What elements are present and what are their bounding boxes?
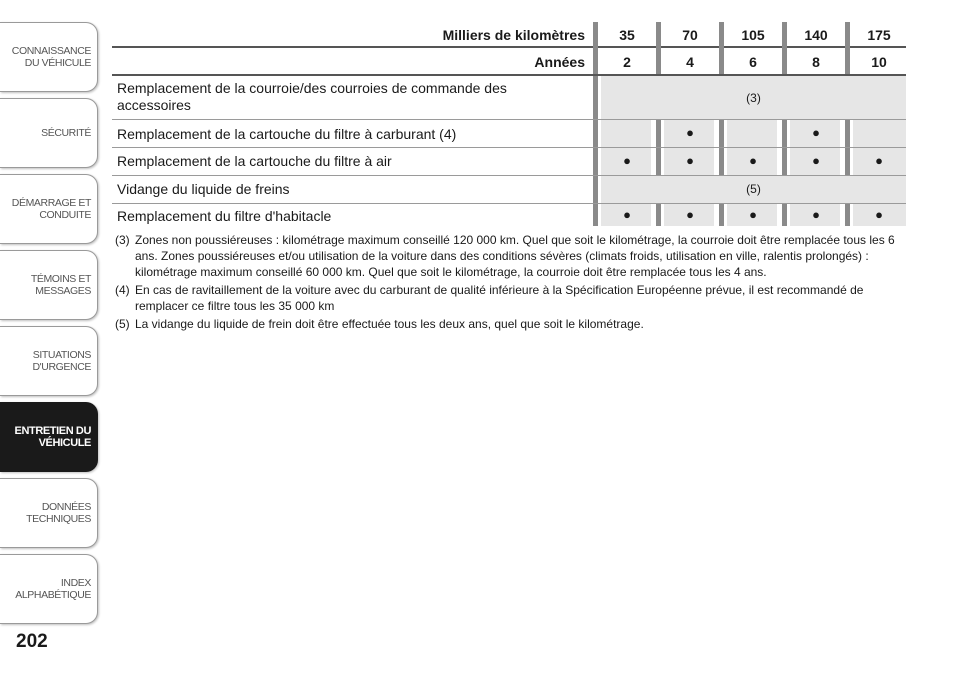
column-separator <box>593 148 598 175</box>
column-separator <box>656 148 661 175</box>
footnote-text: En cas de ravitaillement de la voiture avec du carburant de qualité inférieure à la Spécification Européenne prévue, il est recommandé de remplacer ce filtre tous les 35 000 km <box>135 283 864 313</box>
tab-connaissance-du-vehicule[interactable] <box>0 22 98 92</box>
tab-label: SITUATIONS D'URGENCE <box>32 349 91 373</box>
year-value: 10 <box>871 54 887 70</box>
column-separator <box>593 120 598 147</box>
service-mark: ● <box>749 153 757 168</box>
column-separator <box>845 148 850 175</box>
column-separator <box>782 204 787 226</box>
service-mark: ● <box>686 153 694 168</box>
table-cell <box>727 120 777 147</box>
tab-label: ENTRETIEN DU VÉHICULE <box>14 425 91 449</box>
column-separator <box>845 120 850 147</box>
column-separator <box>593 22 598 74</box>
column-separator <box>593 76 598 119</box>
row-label: Remplacement du filtre d'habitacle <box>117 208 332 224</box>
column-separator <box>782 22 787 74</box>
tab-situations-d-urgence[interactable] <box>0 326 98 396</box>
tab-label: DÉMARRAGE ET CONDUITE <box>11 197 91 221</box>
km-value: 70 <box>682 27 698 43</box>
year-value: 4 <box>686 54 694 70</box>
table-cell <box>601 120 651 147</box>
year-value: 2 <box>623 54 631 70</box>
km-value: 35 <box>619 27 635 43</box>
service-mark: ● <box>812 153 820 168</box>
km-value: 175 <box>867 27 891 43</box>
footnote-text: La vidange du liquide de frein doit être effectuée tous les deux ans, quel que soit le kilométrage. <box>135 317 644 331</box>
service-mark: ● <box>812 207 820 222</box>
tab-temoins-et-messages[interactable] <box>0 250 98 320</box>
year-value: 8 <box>812 54 820 70</box>
tab-label: TÉMOINS ET MESSAGES <box>30 273 91 297</box>
tab-label: SÉCURITÉ <box>41 127 91 139</box>
tab-label: INDEX ALPHABÉTIQUE <box>15 577 91 601</box>
row-label: Remplacement de la cartouche du filtre à air <box>117 153 392 169</box>
column-separator <box>719 120 724 147</box>
service-mark: ● <box>875 153 883 168</box>
year-value: 6 <box>749 54 757 70</box>
service-mark: ● <box>749 207 757 222</box>
column-separator <box>719 148 724 175</box>
row-note: (3) <box>746 91 761 105</box>
footnote-text: Zones non poussiéreuses : kilométrage maximum conseillé 120 000 km. Quel que soit le kilométrage, la courroie doit être remplacée tous les 6 ans. Zones poussiéreuses et/ou utilisation de la voiture dans des conditions sévères (climats froids, utilisation en ville, ralentis prolongés) : kilométrage maximum conseillé 60 000 km. Quel que soit le kilométrage, la courroie doit être remplacée tous les 4 ans. <box>135 233 895 279</box>
service-mark: ● <box>686 125 694 140</box>
footnotes <box>115 232 915 334</box>
column-separator <box>782 120 787 147</box>
column-separator <box>656 120 661 147</box>
table-cell <box>853 120 906 147</box>
service-mark: ● <box>812 125 820 140</box>
column-separator <box>782 148 787 175</box>
page-number: 202 <box>16 631 48 652</box>
row-label: Remplacement de la cartouche du filtre à carburant (4) <box>117 126 457 142</box>
tab-demarrage-et-conduite[interactable] <box>0 174 98 244</box>
row-label: Vidange du liquide de freins <box>117 181 290 197</box>
column-separator <box>845 22 850 74</box>
footnote-key: (3) <box>115 233 130 247</box>
km-label: Milliers de kilomètres <box>442 27 585 43</box>
column-separator <box>656 22 661 74</box>
tab-label: DONNÉES TECHNIQUES <box>26 501 91 525</box>
km-value: 105 <box>741 27 765 43</box>
tab-index-alphabetique[interactable] <box>0 554 98 624</box>
footnote-key: (5) <box>115 317 130 331</box>
km-value: 140 <box>804 27 828 43</box>
service-mark: ● <box>875 207 883 222</box>
years-label: Années <box>534 54 585 70</box>
row-note: (5) <box>746 182 761 196</box>
column-separator <box>656 204 661 226</box>
column-separator <box>593 176 598 203</box>
footnote-key: (4) <box>115 283 130 297</box>
service-mark: ● <box>623 207 631 222</box>
tab-label: CONNAISSANCE DU VÉHICULE <box>11 45 91 69</box>
footnote <box>115 232 915 280</box>
footnote <box>115 282 915 314</box>
column-separator <box>593 204 598 226</box>
row-label: Remplacement de la courroie/des courroies de commande des accessoires <box>117 80 507 113</box>
column-separator <box>845 204 850 226</box>
service-mark: ● <box>623 153 631 168</box>
tab-entretien-du-vehicule[interactable] <box>0 402 98 472</box>
column-separator <box>719 204 724 226</box>
service-mark: ● <box>686 207 694 222</box>
tab-donnees-techniques[interactable] <box>0 478 98 548</box>
footnote <box>115 316 915 332</box>
tab-securite[interactable] <box>0 98 98 168</box>
column-separator <box>719 22 724 74</box>
